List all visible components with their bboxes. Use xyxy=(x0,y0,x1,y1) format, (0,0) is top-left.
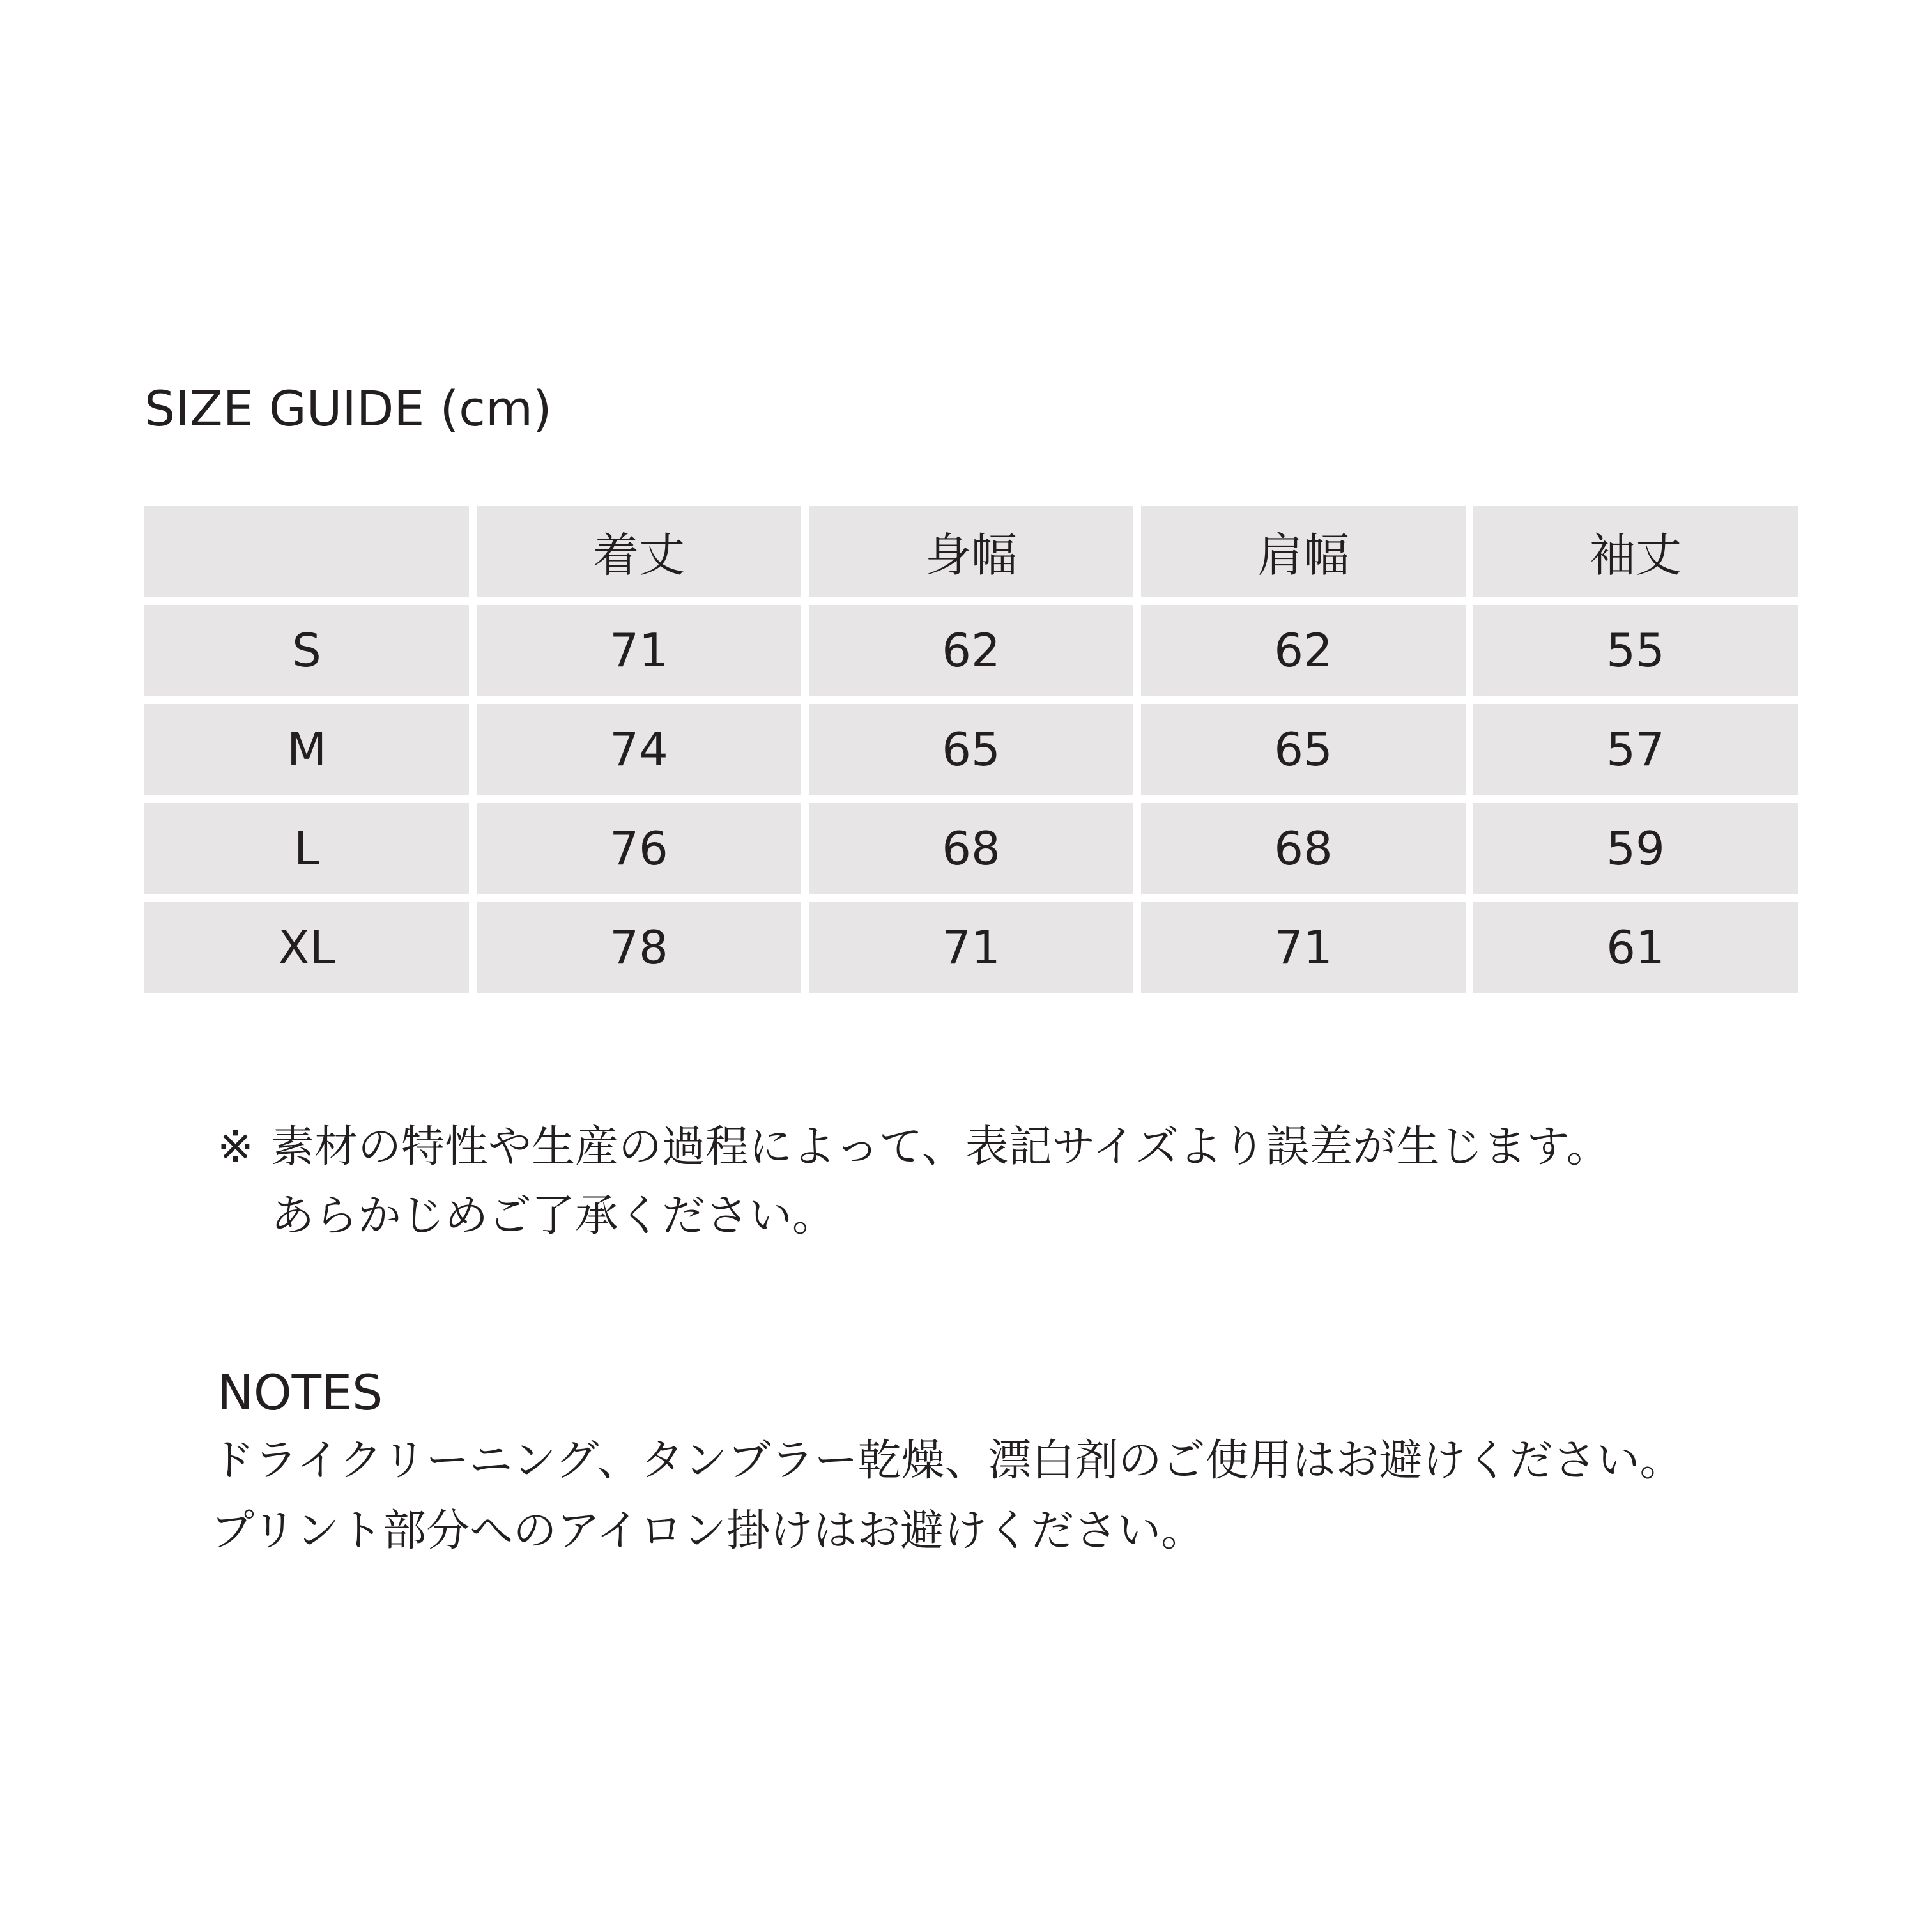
table-header-cell xyxy=(144,506,469,597)
table-header-cell: 肩幅 xyxy=(1141,506,1466,597)
table-cell: 65 xyxy=(809,704,1133,795)
disclaimer-line xyxy=(217,1113,1610,1182)
disclaimer-text: 素材の特性や生産の過程によって、表記サイズより誤差が生じます。 xyxy=(271,1122,1610,1172)
table-cell: 78 xyxy=(477,902,801,993)
table-header-cell: 着丈 xyxy=(477,506,801,597)
table-cell: 71 xyxy=(1141,902,1466,993)
disclaimer-text: あらかじめご了承ください。 xyxy=(271,1191,836,1241)
table-cell: 74 xyxy=(477,704,801,795)
table-cell: 68 xyxy=(809,803,1133,894)
size-table xyxy=(144,506,1798,993)
note-item: ドライクリーニング、タンブラー乾燥、漂白剤のご使用はお避けください。 xyxy=(211,1436,1683,1486)
page-title: SIZE GUIDE (cm) xyxy=(144,380,552,437)
table-cell: 61 xyxy=(1473,902,1798,993)
table-cell: 62 xyxy=(1141,605,1466,696)
table-row-label: M xyxy=(144,704,469,795)
reference-mark: ※ xyxy=(217,1122,254,1172)
table-cell: 59 xyxy=(1473,803,1798,894)
table-cell: 57 xyxy=(1473,704,1798,795)
notes-list xyxy=(211,1426,1683,1567)
table-header-cell: 袖丈 xyxy=(1473,506,1798,597)
notes-heading: NOTES xyxy=(217,1364,383,1421)
table-cell: 71 xyxy=(477,605,801,696)
table-row-label: S xyxy=(144,605,469,696)
disclaimer-note xyxy=(217,1113,1610,1251)
table-cell: 68 xyxy=(1141,803,1466,894)
note-item: プリント部分へのアイロン掛けはお避けください。 xyxy=(211,1506,1205,1556)
table-cell: 65 xyxy=(1141,704,1466,795)
table-cell: 62 xyxy=(809,605,1133,696)
table-cell: 55 xyxy=(1473,605,1798,696)
table-cell: 71 xyxy=(809,902,1133,993)
table-row-label: XL xyxy=(144,902,469,993)
table-header-cell: 身幅 xyxy=(809,506,1133,597)
table-cell: 76 xyxy=(477,803,801,894)
table-row-label: L xyxy=(144,803,469,894)
